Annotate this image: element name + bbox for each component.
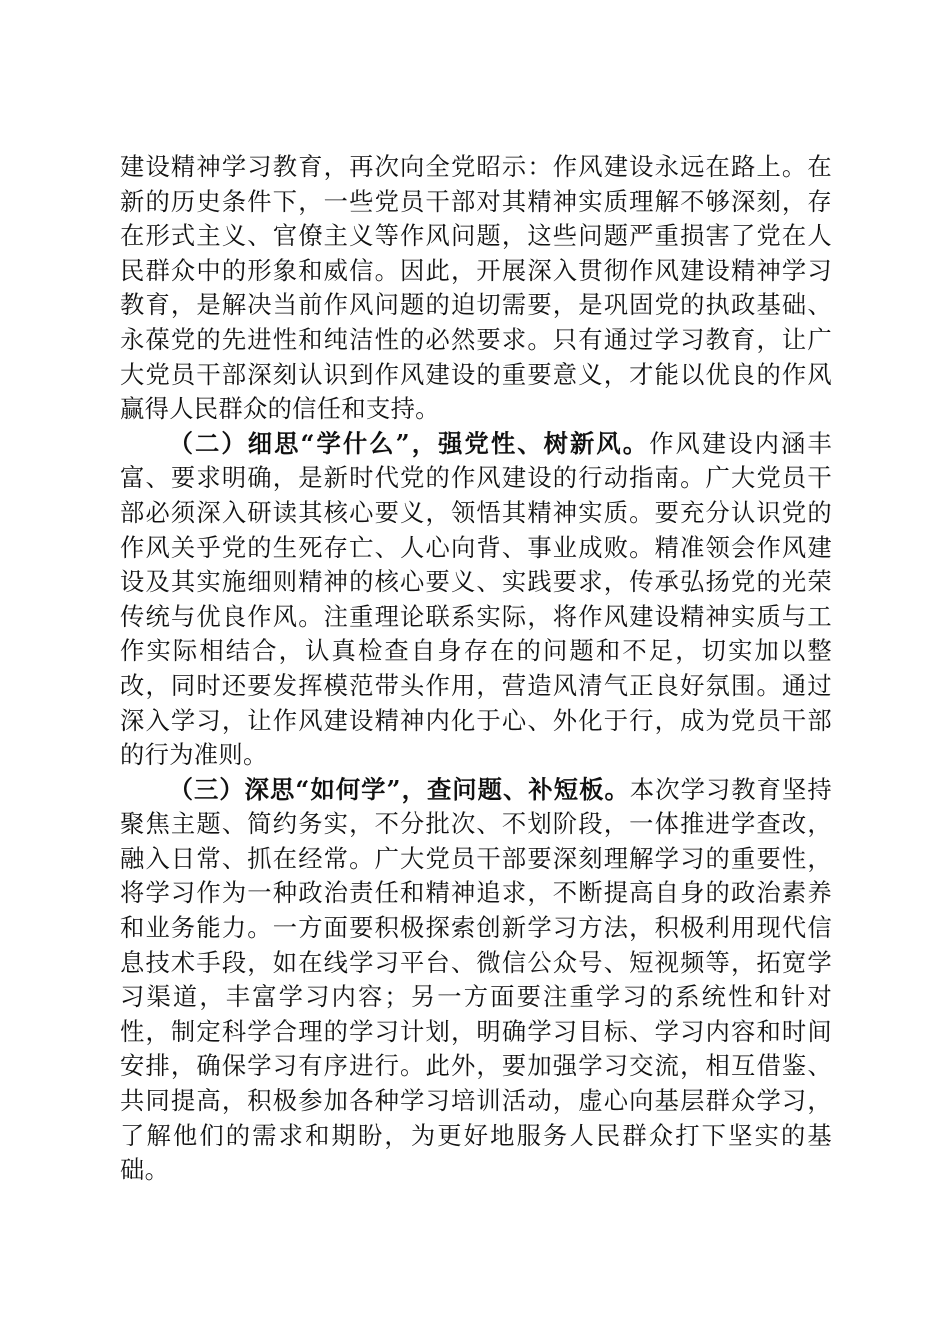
section-2-body: 作风建设内涵丰富、要求明确，是新时代党的作风建设的行动指南。广大党员干部必须深入研读其核心要义，领悟其精神实质。要充分认识党的作风关乎党的生死存亡、人心向背、事业成败。精准领会作风建设及其实施细则精神的核心要义、实践要求，传承弘扬党的光荣传统与优良作风。注重理论联系实际，将作风建设精神实质与工作实际相结合，认真检查自身存在的问题和不足，切实加以整改，同时还要发挥模范带头作用，营造风清气正良好氛围。通过深入学习，让作风建设精神内化于心、外化于行，成为党员干部的行为准则。 [120, 428, 832, 770]
paragraph-section-3 [120, 773, 832, 1188]
section-3-heading: （三）深思“如何学”，查问题、补短板。 [168, 774, 630, 804]
section-3-body: 本次学习教育坚持聚焦主题、简约务实，不分批次、不划阶段，一体推进学查改，融入日常、抓在经常。广大党员干部要深刻理解学习的重要性，将学习作为一种政治责任和精神追求，不断提高自身的政治素养和业务能力。一方面要积极探索创新学习方法，积极利用现代信息技术手段，如在线学习平台、微信公众号、短视频等，拓宽学习渠道，丰富学习内容；另一方面要注重学习的系统性和针对性，制定科学合理的学习计划，明确学习目标、学习内容和时间安排，确保学习有序进行。此外，要加强学习交流，相互借鉴、共同提高，积极参加各种学习培训活动，虚心向基层群众学习，了解他们的需求和期盼，为更好地服务人民群众打下坚实的基础。 [120, 774, 832, 1185]
document-body [120, 150, 832, 1188]
section-2-heading: （二）细思“学什么”，强党性、树新风。 [168, 428, 650, 458]
paragraph-continued: 建设精神学习教育，再次向全党昭示：作风建设永远在路上。在新的历史条件下，一些党员干部对其精神实质理解不够深刻，存在形式主义、官僚主义等作风问题，这些问题严重损害了党在人民群众中的形象和威信。因此，开展深入贯彻作风建设精神学习教育，是解决当前作风问题的迫切需要，是巩固党的执政基础、永葆党的先进性和纯洁性的必然要求。只有通过学习教育，让广大党员干部深刻认识到作风建设的重要意义，才能以优良的作风赢得人民群众的信任和支持。 [120, 152, 832, 424]
paragraph-section-2 [120, 427, 832, 773]
